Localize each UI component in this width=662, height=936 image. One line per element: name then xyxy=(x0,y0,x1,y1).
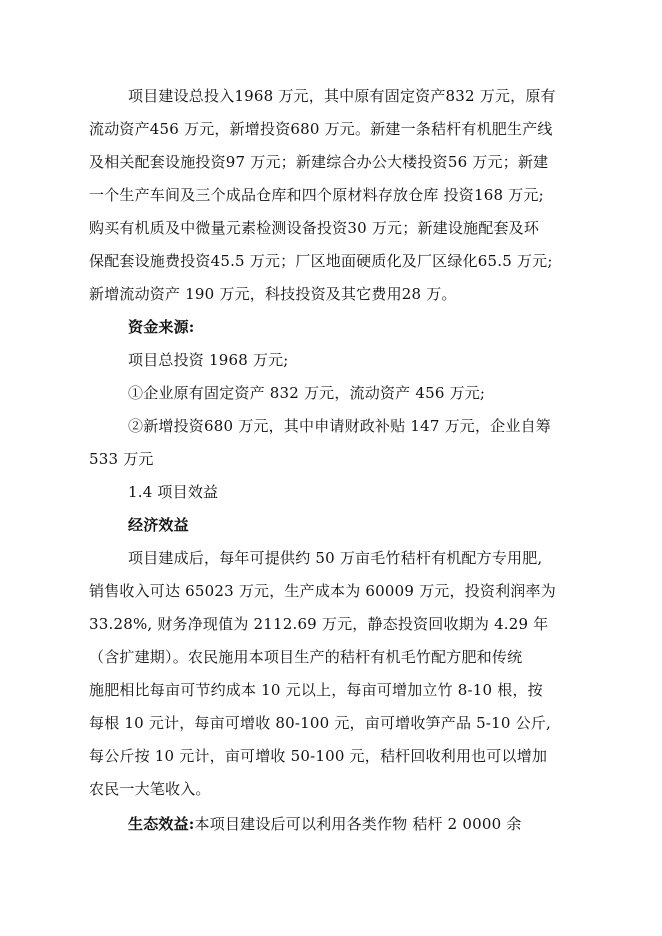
paragraph-investment-line-1: 项目建设总投入1968 万元，其中原有固定资产832 万元，原有 xyxy=(128,87,556,105)
ecological-label: 生态效益: xyxy=(128,815,195,833)
economic-line-6: 每根 10 元计，每亩可增收 80-100 元，亩可增收笋产品 5-10 公斤, xyxy=(89,714,551,732)
funding-total: 项目总投资 1968 万元; xyxy=(128,351,289,369)
economic-line-4: （含扩建期）。农民施用本项目生产的秸杆有机毛竹配方肥和传统 xyxy=(89,648,523,666)
paragraph-investment-line-4: 一个生产车间及三个成品仓库和四个原材料存放仓库 投资168 万元; xyxy=(89,186,544,204)
paragraph-investment-line-3: 及相关配套设施投资97 万元；新建综合办公大楼投资56 万元；新建 xyxy=(89,153,549,171)
funding-heading: 资金来源: xyxy=(128,318,195,336)
economic-line-8: 农民一大笔收入。 xyxy=(89,780,211,798)
section-heading: 1.4 项目效益 xyxy=(128,483,219,501)
paragraph-investment-line-5: 购买有机质及中微量元素检测设备投资30 万元；新建设施配套及环 xyxy=(89,219,540,237)
paragraph-investment-line-6: 保配套设施费投资45.5 万元；厂区地面硬质化及厂区绿化65.5 万元; xyxy=(89,252,553,270)
funding-item-2-line-2: 533 万元 xyxy=(89,450,154,468)
economic-line-1: 项目建成后，每年可提供约 50 万亩毛竹秸杆有机配方专用肥, xyxy=(128,549,543,567)
economic-line-5: 施肥相比每亩可节约成本 10 元以上，每亩可增加立竹 8-10 根，按 xyxy=(89,681,543,699)
funding-item-2-line-1: ②新增投资680 万元，其中申请财政补贴 147 万元，企业自筹 xyxy=(128,417,551,435)
funding-item-1: ①企业原有固定资产 832 万元，流动资产 456 万元; xyxy=(128,384,486,402)
economic-line-3: 33.28%, 财务净现值为 2112.69 万元，静态投资回收期为 4.29 年 xyxy=(89,615,549,633)
ecological-line xyxy=(128,812,522,836)
economic-line-7: 每公斤按 10 元计，亩可增收 50-100 元，秸杆回收利用也可以增加 xyxy=(89,747,548,765)
ecological-text: 本项目建设后可以利用各类作物 秸杆 2 0000 余 xyxy=(194,815,522,833)
paragraph-investment-line-2: 流动资产456 万元，新增投资680 万元。新建一条秸杆有机肥生产线 xyxy=(89,120,553,138)
economic-heading: 经济效益 xyxy=(128,516,189,534)
economic-line-2: 销售收入可达 65023 万元，生产成本为 60009 万元，投资利润率为 xyxy=(89,582,556,600)
paragraph-investment-line-7: 新增流动资产 190 万元，科技投资及其它费用28 万。 xyxy=(89,285,457,303)
